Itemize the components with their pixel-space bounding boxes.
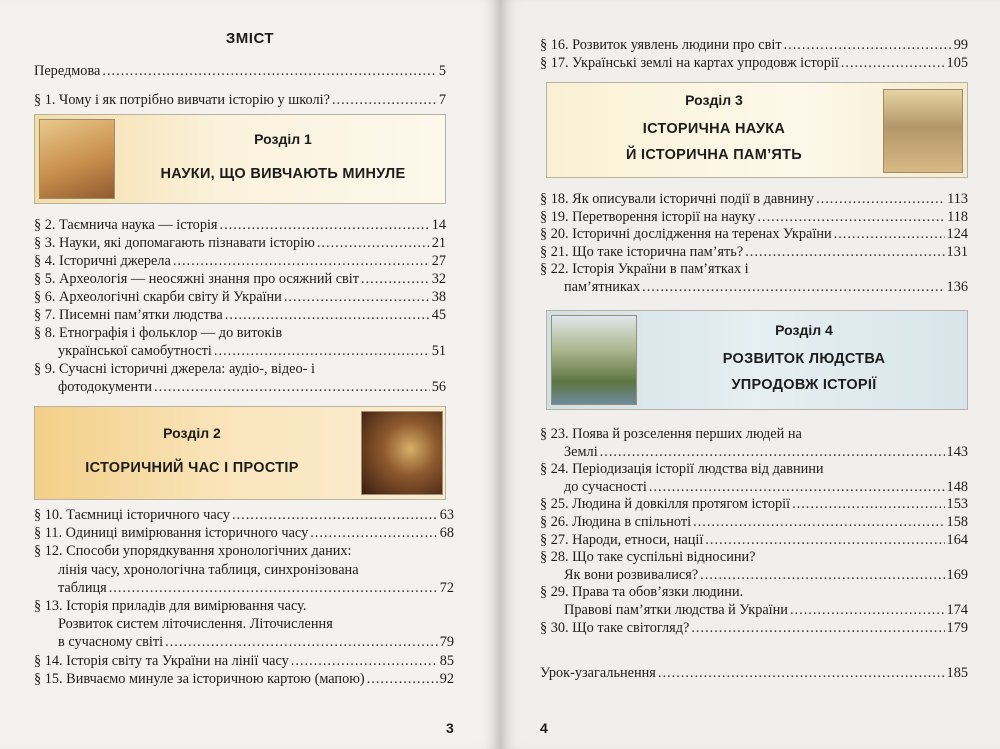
toc-entry[interactable] (34, 524, 454, 542)
leader-dots (834, 226, 945, 244)
section-label: Розділ 1 (254, 131, 312, 147)
section-4-banner (546, 310, 968, 410)
toc-entry[interactable] (540, 549, 968, 584)
entry-page: 185 (946, 665, 968, 681)
leader-dots (317, 234, 430, 252)
entry-page: 92 (439, 670, 454, 687)
toc-top-left (34, 62, 446, 109)
toc-entry[interactable] (34, 216, 446, 234)
leader-dots (649, 479, 945, 497)
entry-section: § 12. (34, 543, 63, 560)
leader-dots (109, 579, 438, 597)
toc-entry[interactable] (34, 652, 454, 670)
entry-title: Науки, які допомагають пізнавати історію (59, 235, 315, 251)
entry-section: § 21. (540, 243, 569, 260)
entry-title: Як вони розвивалися? (564, 566, 699, 583)
entry-section: § 11. (34, 525, 63, 542)
entry-page: 153 (946, 496, 968, 513)
toc-entry[interactable] (34, 597, 454, 652)
entry-title: Таємнича наука — історія (59, 217, 218, 233)
entry-page: 79 (439, 634, 454, 651)
toc-entry[interactable] (540, 36, 968, 54)
section-heading-line-2: Й ІСТОРИЧНА ПАМ’ЯТЬ (625, 147, 803, 163)
section-3-illustration (883, 89, 963, 173)
toc-entry-preface[interactable] (34, 62, 446, 80)
entry-section: § 10. (34, 507, 63, 523)
section-1-banner (34, 114, 446, 204)
entry-section: § 5. (34, 271, 56, 287)
entry-section: § 16. (540, 37, 569, 53)
page-number: 3 (446, 720, 454, 736)
leader-dots (600, 444, 945, 462)
toc-entry[interactable] (540, 620, 968, 638)
toc-block-3 (540, 191, 968, 297)
section-label: Розділ 2 (163, 425, 221, 441)
entry-page: 174 (946, 601, 968, 618)
entry-page: 38 (431, 289, 446, 305)
entry-section: § 26. (540, 513, 569, 530)
entry-section: § 14. (34, 652, 63, 669)
entry-title: Народи, етноси, нації (572, 531, 704, 548)
entry-section: § 18. (540, 191, 569, 207)
leader-dots (165, 633, 438, 651)
entry-page: 118 (947, 208, 968, 225)
toc-block-1 (34, 216, 446, 396)
right-page (500, 0, 1000, 749)
entry-section: § 3. (34, 235, 56, 251)
entry-page: 56 (431, 379, 446, 395)
toc-entry[interactable] (540, 226, 968, 244)
entry-page: 27 (431, 253, 446, 269)
entry-section: § 8. (34, 325, 56, 341)
entry-title: Що таке світогляд? (572, 619, 690, 636)
entry-page: 169 (946, 566, 968, 583)
entry-title: в сучасному світі (58, 634, 164, 651)
entry-title: Як описували історичні події в давнину (572, 191, 815, 207)
entry-section: § 30. (540, 619, 569, 636)
entry-title-line: Сучасні історичні джерела: аудіо-, відео- і (59, 361, 315, 377)
page-number: 4 (540, 720, 548, 736)
toc-entry[interactable] (540, 461, 968, 496)
leader-dots (642, 279, 944, 297)
entry-section: § 22. (540, 261, 569, 278)
section-1-illustration (39, 119, 115, 199)
toc-entry[interactable] (540, 584, 968, 619)
toc-entry[interactable] (540, 426, 968, 461)
leader-dots (705, 532, 944, 550)
leader-dots (841, 54, 945, 72)
entry-page: 131 (946, 243, 968, 260)
toc-entry[interactable] (34, 324, 446, 360)
entry-section: § 17. (540, 55, 569, 71)
entry-title: української самобутності (58, 343, 212, 359)
entry-section: § 19. (540, 208, 569, 225)
section-heading-line-2: УПРОДОВЖ ІСТОРІЇ (731, 377, 877, 393)
entry-page: 21 (431, 235, 446, 251)
entry-section: § 15. (34, 670, 63, 687)
section-label: Розділ 4 (775, 322, 833, 338)
leader-dots (792, 496, 944, 514)
entry-title: Одиниці вимірювання історичного часу (65, 525, 309, 542)
entry-page: 99 (953, 37, 968, 53)
entry-page: 124 (946, 226, 968, 243)
leader-dots (757, 209, 945, 227)
entry-page: 14 (431, 217, 446, 233)
entry-title: Археологія — неосяжні знання про осяжний світ (59, 271, 360, 287)
entry-title: Історія світу та України на лінії часу (66, 652, 289, 669)
entry-page: 158 (946, 513, 968, 530)
page-title: ЗМІСТ (225, 30, 275, 47)
entry-page: 143 (946, 443, 968, 460)
entry-title: Урок-узагальнення (540, 665, 656, 681)
entry-page: 136 (946, 278, 968, 295)
toc-entry[interactable] (540, 532, 968, 550)
leader-dots (225, 306, 430, 324)
section-heading: ІСТОРИЧНИЙ ЧАС І ПРОСТІР (85, 460, 299, 476)
leader-dots (284, 288, 430, 306)
entry-section: § 27. (540, 531, 569, 548)
section-2-banner (34, 406, 446, 500)
entry-section: § 28. (540, 549, 569, 566)
entry-section: § 7. (34, 307, 56, 323)
entry-title-line: Способи упорядкування хронологічних даних: (66, 543, 352, 560)
toc-entry[interactable] (34, 360, 446, 396)
entry-section: § 2. (34, 217, 56, 233)
toc-entry[interactable] (34, 252, 446, 270)
leader-dots (691, 620, 944, 638)
toc-summary (540, 664, 968, 682)
entry-section: § 23. (540, 426, 569, 442)
entry-title: таблиця (58, 579, 107, 596)
entry-title: Таємниці історичного часу (66, 507, 230, 523)
entry-page: 148 (946, 478, 968, 495)
entry-section: § 1. (34, 92, 56, 108)
entry-section: § 29. (540, 584, 569, 601)
entry-page: 45 (431, 307, 446, 323)
entry-section: § 20. (540, 226, 569, 243)
toc-block-4 (540, 426, 968, 637)
entry-title: Писемні пам’ятки людства (59, 307, 223, 323)
entry-title: Історичні дослідження на теренах України (572, 226, 832, 243)
section-4-illustration (551, 315, 637, 405)
leader-dots (214, 342, 430, 360)
leader-dots (700, 567, 944, 585)
entry-title-line: Етнографія і фольклор — до витоків (59, 325, 283, 341)
leader-dots (816, 191, 945, 209)
toc-entry[interactable] (540, 514, 968, 532)
entry-page: 7 (438, 92, 446, 108)
leader-dots (310, 524, 437, 542)
entry-page: 179 (946, 619, 968, 636)
toc-entry[interactable] (34, 306, 446, 324)
leader-dots (361, 270, 430, 288)
toc-entry[interactable] (540, 496, 968, 514)
toc-entry[interactable] (540, 244, 968, 262)
toc-entry[interactable] (34, 270, 446, 288)
entry-title-line: Що таке суспільні відносини? (572, 549, 756, 566)
entry-title: Що таке історична пам’ять? (572, 243, 744, 260)
toc-entry[interactable] (34, 542, 454, 597)
entry-page: 164 (946, 531, 968, 548)
entry-title: Археологічні скарби світу й України (59, 289, 282, 305)
section-2-illustration (361, 411, 443, 495)
entry-title: Вивчаємо минуле за історичною картою (мапою) (66, 670, 365, 687)
toc-entry[interactable] (540, 54, 968, 72)
entry-section: § 4. (34, 253, 56, 269)
entry-title: Правові пам’ятки людства й України (564, 601, 788, 618)
leader-dots (173, 252, 430, 270)
section-3-banner (546, 82, 968, 178)
entry-title: до сучасності (564, 478, 647, 495)
entry-section: § 13. (34, 598, 63, 615)
toc-entry[interactable] (540, 261, 968, 296)
leader-dots (291, 652, 438, 670)
entry-title: фотодокументи (58, 379, 153, 395)
entry-title: Українські землі на картах упродовж історії (572, 55, 839, 71)
entry-title-line: Права та обов’язки людини. (572, 584, 744, 601)
section-heading: НАУКИ, ЩО ВИВЧАЮТЬ МИНУЛЕ (160, 166, 406, 182)
toc-entry[interactable] (34, 91, 446, 109)
entry-title: Передмова (34, 63, 101, 79)
entry-title: Людина й довкілля протягом історії (572, 496, 791, 513)
toc-entry[interactable] (34, 234, 446, 252)
toc-block-2 (34, 506, 454, 688)
toc-entry-summary[interactable] (540, 664, 968, 682)
entry-title: Історичні джерела (59, 253, 171, 269)
entry-section: § 24. (540, 461, 569, 478)
toc-top-right (540, 36, 968, 72)
toc-entry[interactable] (540, 191, 968, 209)
entry-title-line: Історія приладів для вимірювання часу. (66, 598, 307, 615)
entry-section: § 25. (540, 496, 569, 513)
section-label: Розділ 3 (685, 92, 743, 108)
toc-entry[interactable] (34, 288, 446, 306)
entry-title: Людина в спільноті (572, 513, 692, 530)
entry-title: Перетворення історії на науку (572, 208, 756, 225)
leader-dots (790, 602, 945, 620)
entry-title: Розвиток уявлень людини про світ (572, 37, 782, 53)
entry-title-line: Історія України в пам’ятках і (572, 261, 749, 278)
entry-page: 5 (438, 63, 446, 79)
leader-dots (693, 514, 944, 532)
entry-page: 113 (947, 191, 968, 207)
entry-title-line: Періодизація історії людства від давнини (572, 461, 824, 478)
entry-title-line: Розвиток систем літочислення. Літочислення (58, 616, 333, 633)
entry-title: пам’ятниках (564, 278, 641, 295)
entry-title: Землі (564, 443, 598, 460)
entry-section: § 9. (34, 361, 56, 377)
entry-page: 32 (431, 271, 446, 287)
leader-dots (745, 244, 944, 262)
entry-title-line: Поява й розселення перших людей на (572, 426, 802, 442)
toc-entry[interactable] (540, 209, 968, 227)
leader-dots (154, 378, 430, 396)
entry-page: 105 (946, 55, 968, 71)
leader-dots (367, 670, 438, 688)
entry-page: 85 (439, 652, 454, 669)
entry-section: § 6. (34, 289, 56, 305)
entry-page: 63 (439, 507, 454, 523)
entry-page: 72 (439, 579, 454, 596)
leader-dots (784, 36, 952, 54)
entry-page: 51 (431, 343, 446, 359)
leader-dots (232, 506, 438, 524)
entry-title-line: лінія часу, хронологічна таблиця, синхронізована (58, 561, 359, 578)
toc-entry[interactable] (34, 506, 454, 524)
entry-title: Чому і як потрібно вивчати історію у школі? (59, 92, 330, 108)
section-heading-line-1: ІСТОРИЧНА НАУКА (642, 121, 786, 137)
toc-entry[interactable] (34, 670, 454, 688)
entry-page: 68 (439, 525, 454, 542)
section-heading-line-1: РОЗВИТОК ЛЮДСТВА (722, 351, 886, 367)
leader-dots (220, 216, 430, 234)
